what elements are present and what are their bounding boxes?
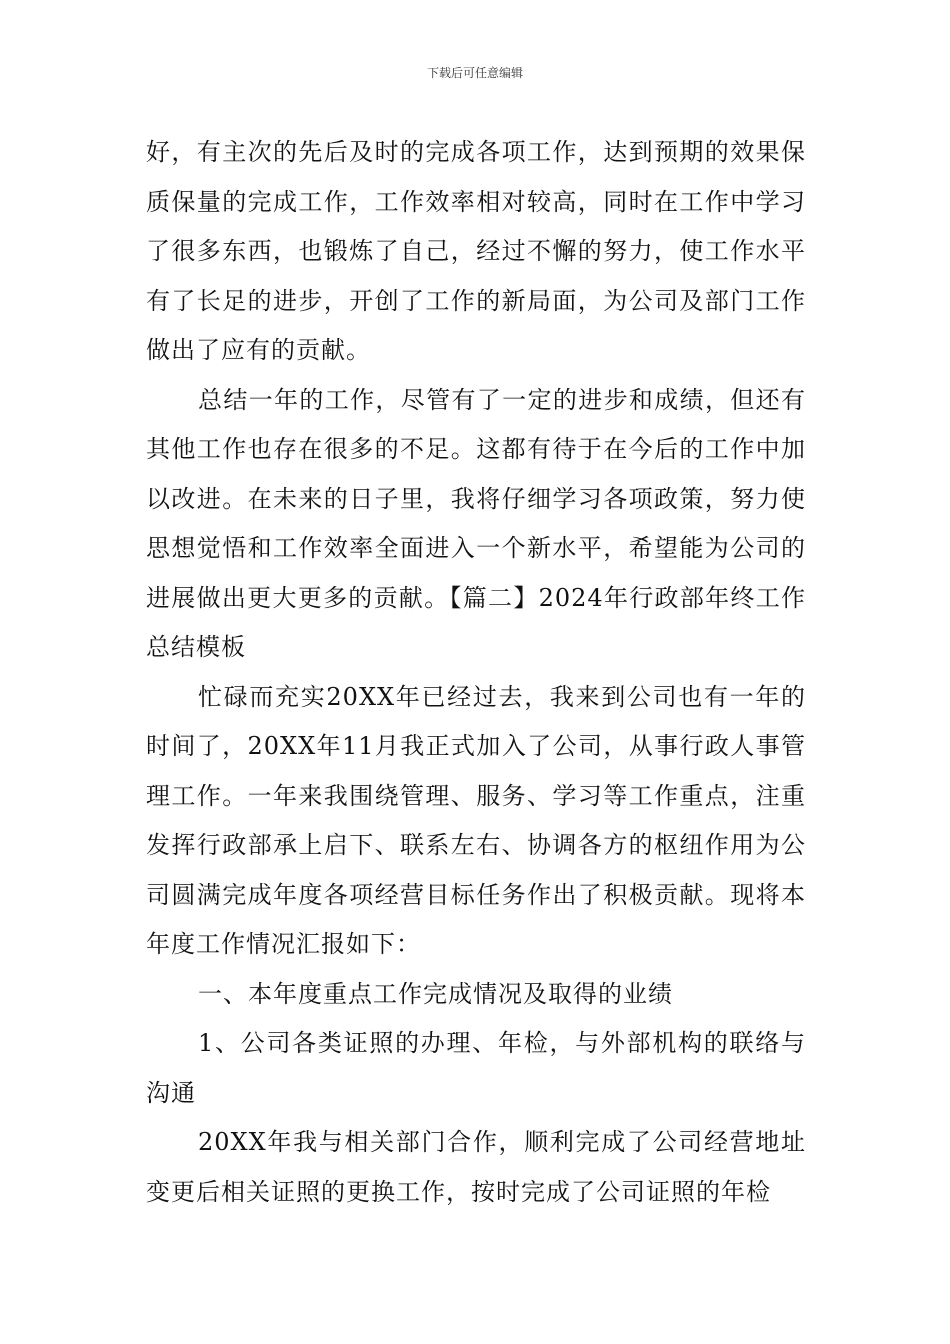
page-header-note: 下载后可任意编辑 (426, 66, 523, 80)
subsection-heading: 1、公司各类证照的办理、年检，与外部机构的联络与沟通 (146, 1029, 806, 1107)
document-body (146, 128, 806, 1217)
paragraph-3: 忙碌而充实20XX年已经过去，我来到公司也有一年的时间了，20XX年11月我正式加入了公司，从事行政人事管理工作。一年来我围绕管理、服务、学习等工作重点，注重发挥行政部承上启下、联系左右、协调各方的枢纽作用为公司圆满完成年度各项经营目标任务作出了积极贡献。现将本年度工作情况汇报如下： (146, 682, 806, 958)
paragraph-6: 20XX年我与相关部门合作，顺利完成了公司经营地址变更后相关证照的更换工作，按时完成了公司证照的年检 (146, 1128, 806, 1206)
paragraph-1: 好，有主次的先后及时的完成各项工作，达到预期的效果保质保量的完成工作，工作效率相对较高，同时在工作中学习了很多东西，也锻炼了自己，经过不懈的努力，使工作水平有了长足的进步，开创了工作的新局面，为公司及部门工作做出了应有的贡献。 (146, 138, 806, 364)
paragraph-2: 总结一年的工作，尽管有了一定的进步和成绩，但还有其他工作也存在很多的不足。这都有待于在今后的工作中加以改进。在未来的日子里，我将仔细学习各项政策，努力使思想觉悟和工作效率全面进入一个新水平，希望能为公司的进展做出更大更多的贡献。【篇二】2024年行政部年终工作总结模板 (146, 385, 806, 661)
section-heading: 一、本年度重点工作完成情况及取得的业绩 (198, 979, 673, 1008)
